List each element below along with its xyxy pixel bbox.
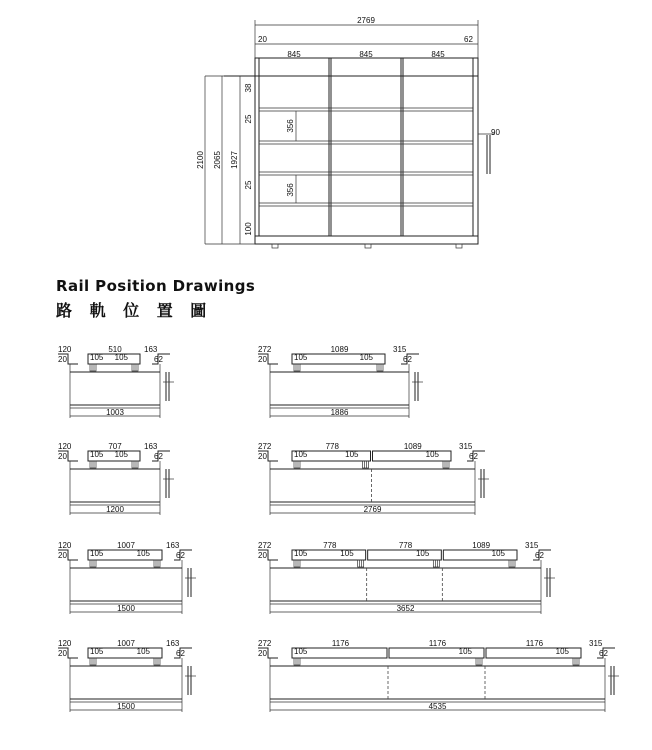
dim-left-gap: 20 — [58, 649, 67, 658]
handle-icon — [185, 568, 196, 597]
dim-rail-right: 105 — [555, 647, 569, 656]
dim-right-gap: 62 — [464, 35, 473, 44]
dim-right-gap: 62 — [176, 649, 185, 658]
rail-drawing-4535 — [258, 639, 619, 712]
dim-right-gap: 62 — [176, 551, 185, 560]
dim-rail-left: 105 — [90, 450, 104, 459]
dim-right-gap: 62 — [599, 649, 608, 658]
dim-right-edge: 163 — [144, 442, 158, 451]
dim-shelf-height-1: 356 — [286, 119, 295, 133]
rail-icon — [476, 658, 482, 665]
dim-rail-right: 105 — [136, 549, 150, 558]
rail-icon — [90, 560, 96, 567]
dim-left-gap: 20 — [58, 452, 67, 461]
handle-icon — [544, 568, 555, 597]
dim-left-gap: 20 — [258, 452, 267, 461]
dim-left-edge: 272 — [258, 541, 272, 550]
dim-total: 1003 — [106, 408, 124, 417]
dim-rail-left: 105 — [90, 549, 104, 558]
dim-top-gap: 38 — [244, 83, 253, 93]
dim-right-edge: 163 — [144, 345, 158, 354]
dim-total: 1500 — [117, 604, 135, 613]
dim-rail-right: 105 — [458, 647, 472, 656]
handle-icon — [163, 469, 174, 498]
dim-right-edge: 163 — [166, 639, 180, 648]
dim-right-edge: 315 — [393, 345, 407, 354]
dim-right-gap: 62 — [154, 452, 163, 461]
dim-total: 4535 — [428, 702, 447, 711]
rail-icon — [294, 364, 300, 371]
rail-icon — [294, 461, 300, 468]
dim-rail-right: 105 — [114, 353, 128, 362]
dim-segment-width: 1089 — [403, 442, 422, 451]
dim-right-gap: 62 — [469, 452, 478, 461]
handle-icon — [478, 469, 489, 498]
rail-icon — [90, 658, 96, 665]
dim-rail-left: 105 — [294, 647, 308, 656]
rail-icon — [363, 461, 369, 468]
rail-icon — [132, 461, 138, 468]
rail-icon — [90, 364, 96, 371]
dim-panel-1: 845 — [287, 50, 301, 59]
dim-rail-right: 105 — [491, 549, 505, 558]
dim-left-gap: 20 — [258, 35, 267, 44]
dim-segment-width: 1176 — [428, 639, 447, 648]
dim-right-gap: 62 — [403, 355, 412, 364]
dim-rail-left: 105 — [90, 647, 104, 656]
dim-right-edge: 163 — [166, 541, 180, 550]
rail-icon — [154, 560, 160, 567]
dim-right-edge: 315 — [589, 639, 603, 648]
rail-icon — [154, 658, 160, 665]
dim-total: 3652 — [396, 604, 415, 613]
dim-shelf-height-2: 356 — [286, 183, 295, 197]
dim-left-edge: 120 — [58, 345, 72, 354]
dim-segment-width: 1176 — [331, 639, 350, 648]
dim-segment-width: 778 — [323, 541, 337, 550]
rail-icon — [132, 364, 138, 371]
handle-icon — [608, 666, 619, 695]
rail-icon — [509, 560, 515, 567]
dim-segment-width: 1089 — [330, 345, 349, 354]
front-elevation — [196, 16, 500, 248]
dim-rail-right: 105 — [425, 450, 439, 459]
dim-rail-right: 105 — [136, 647, 150, 656]
dim-rail-right: 105 — [114, 450, 128, 459]
rail-icon — [573, 658, 579, 665]
rail-drawing-1500 — [58, 639, 196, 712]
rail-drawing-2769 — [258, 442, 489, 515]
dim-left-edge: 272 — [258, 639, 272, 648]
dim-rail-right: 105 — [345, 450, 359, 459]
rail-drawing-1500 — [58, 541, 196, 614]
rail-icon — [377, 364, 383, 371]
rail-icon — [443, 461, 449, 468]
dim-shelf-gap-2: 25 — [244, 180, 253, 190]
dim-rail-left: 105 — [90, 353, 104, 362]
handle-icon — [478, 134, 495, 174]
handle-icon — [412, 372, 423, 401]
dim-panel-3: 845 — [431, 50, 445, 59]
dim-total: 1500 — [117, 702, 135, 711]
handle-icon — [163, 372, 174, 401]
dim-total: 2769 — [363, 505, 382, 514]
dim-rail-left: 105 — [294, 353, 308, 362]
rail-drawing-1886 — [258, 345, 423, 418]
dim-height-mid: 2065 — [213, 151, 222, 169]
dim-segment-width: 1089 — [472, 541, 491, 550]
dim-height-inner: 1927 — [230, 151, 239, 169]
dim-rail-right: 105 — [415, 549, 430, 558]
dim-left-gap: 20 — [258, 649, 267, 658]
dim-total: 1200 — [106, 505, 124, 514]
dim-shelf-gap-1: 25 — [244, 114, 253, 124]
rail-drawing-1200 — [58, 442, 174, 515]
dim-right-gap: 62 — [154, 355, 163, 364]
dim-handle-offset: 90 — [491, 128, 500, 137]
handle-icon — [185, 666, 196, 695]
dim-panel-2: 845 — [359, 50, 373, 59]
dim-segment-width: 1007 — [117, 541, 135, 550]
dim-segment-width: 778 — [325, 442, 339, 451]
dim-left-edge: 120 — [58, 541, 72, 550]
rail-icon — [90, 461, 96, 468]
dim-rail-left: 105 — [294, 450, 308, 459]
rail-drawing-1003 — [58, 345, 174, 418]
rail-icon — [294, 658, 300, 665]
rail-drawing-3652 — [258, 541, 555, 614]
dim-right-edge: 315 — [525, 541, 539, 550]
dim-segment-width: 707 — [108, 442, 122, 451]
dim-rail-right: 105 — [359, 353, 373, 362]
dim-total-width: 2769 — [357, 16, 375, 25]
dim-rail-left: 105 — [294, 549, 308, 558]
rail-icon — [358, 560, 364, 567]
dim-left-gap: 20 — [58, 551, 67, 560]
rail-drawings — [58, 345, 619, 712]
dim-right-gap: 62 — [535, 551, 544, 560]
dim-left-edge: 120 — [58, 442, 72, 451]
dim-left-edge: 272 — [258, 442, 272, 451]
dim-segment-width: 510 — [108, 345, 122, 354]
dim-segment-width: 1176 — [525, 639, 544, 648]
dim-right-edge: 315 — [459, 442, 473, 451]
dim-left-gap: 20 — [58, 355, 67, 364]
dim-left-edge: 272 — [258, 345, 272, 354]
dim-rail-right: 105 — [340, 549, 354, 558]
rail-icon — [433, 560, 439, 567]
dim-left-gap: 20 — [258, 551, 267, 560]
dim-total: 1886 — [330, 408, 349, 417]
dim-segment-width: 1007 — [117, 639, 135, 648]
section-title-en: Rail Position Drawings — [56, 277, 256, 295]
dim-bottom-gap: 100 — [244, 222, 253, 236]
dim-segment-width: 778 — [398, 541, 413, 550]
section-title-zh: 路 軌 位 置 圖 — [56, 301, 213, 320]
dim-left-gap: 20 — [258, 355, 267, 364]
dim-left-edge: 120 — [58, 639, 72, 648]
dim-height-outer: 2100 — [196, 151, 205, 169]
rail-icon — [294, 560, 300, 567]
